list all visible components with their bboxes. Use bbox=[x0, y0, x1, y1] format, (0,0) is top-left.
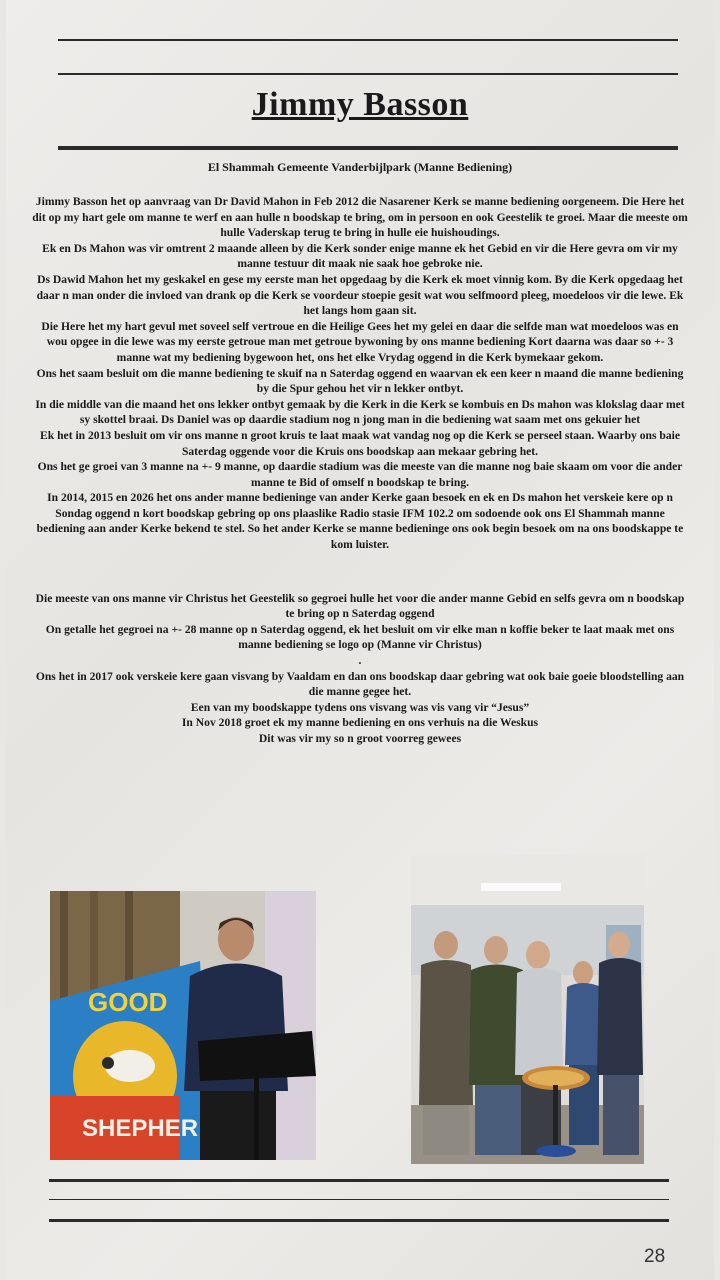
page-subtitle: El Shammah Gemeente Vanderbijlpark (Manne Bediening) bbox=[207, 160, 513, 174]
paragraph: Ons het ge groei van 3 manne na +- 9 manne, op daardie stadium was die meeste van die manne nog baie skaam om voor die ander manne te Bid of omself n boodskap te bring. bbox=[37, 460, 683, 489]
paragraph: Ek en Ds Mahon was vir omtrent 2 maande alleen by die Kerk sonder enige manne ek het Gebid en vir die Here gevra om vir my manne testuur dit maak nie saak hoe gebroke nie. bbox=[42, 241, 678, 271]
paragraph: In Nov 2018 groet ek my manne bediening en ons verhuis na die Weskus bbox=[181, 716, 539, 730]
paragraph: Dit was vir my so n groot voorreg gewees bbox=[258, 732, 462, 745]
paragraph: Ds Dawid Mahon het my geskakel en gese my eerste man het opgedaag by die Kerk ek moet vinnig kom. By die Kerk opgedaag het daar n man onder die invloed van drank op die Kerk se voordeur stoepie gesit wat wou selfmoord pleeg, moedeloos vir die lewe. Ek het langs hom gaan sit. bbox=[36, 272, 684, 318]
banner-text-bottom: SHEPHER bbox=[82, 1115, 199, 1142]
paragraph: Die meeste van ons manne vir Christus het Geestelik so gegroei hulle het voor die ander manne Gebid en selfs gevra om n boodskap te bring op n Saterdag oggend bbox=[35, 591, 685, 621]
photo-group bbox=[411, 855, 644, 1164]
title-rule bbox=[58, 146, 678, 150]
paragraph: On getalle het gegroei na +- 28 manne op n Saterdag oggend, ek het besluit om vir elke man n koffie beker te laat maak met ons manne bediening se logo op (Manne vir Christus) bbox=[45, 622, 675, 652]
paragraph: . bbox=[358, 654, 362, 668]
photo-speaker-illustration bbox=[50, 891, 316, 1160]
photo-group-illustration bbox=[411, 855, 644, 1164]
paragraph: Een van my boodskappe tydens ons visvang was vis vang vir “Jesus” bbox=[190, 700, 530, 714]
paragraph: Jimmy Basson het op aanvraag van Dr David Mahon in Feb 2012 die Nasarener Kerk se manne bediening oorgeneem. Die Here het dit op my hart gele om manne te werf en aan hulle n boodskap te bring, om in persoon en ook Geestelik te groei. Maar die meeste om hulle Vaderskap terug te bring in hulle eie huishoudings. bbox=[32, 195, 688, 240]
bottom-rule-3 bbox=[49, 1219, 669, 1222]
bottom-rule-1 bbox=[49, 1179, 669, 1182]
page-title: Jimmy Basson bbox=[251, 86, 469, 123]
paragraph: Ons het in 2017 ook verskeie kere gaan visvang by Vaaldam en dan ons boodskap daar gebring wat ook baie goeie bloodstelling aan die manne gegee het. bbox=[35, 669, 685, 699]
paragraph: Ek het in 2013 besluit om vir ons manne n groot kruis te laat maak wat vandag nog op die Kerk se perseel staan. Waarby ons baie Saterdag oggende voor die Kruis ons boodskap aan mekaar gebring het. bbox=[40, 428, 680, 458]
paragraph: In die middle van die maand het ons lekker ontbyt gemaak by die Kerk in die Kerk se kombuis en Ds mahon was klokslag daar met sy skottel braai. Ds Daniel was op daardie stadium nog n jong man in die bediening wat saam met ons gekuier het bbox=[35, 397, 685, 427]
paragraph-gap bbox=[30, 553, 690, 591]
paragraph: Ons het saam besluit om die manne bediening te skuif na n Saterdag oggend en waarvan ek een keer n maand die manne bediening by die Spur gehou het vir n lekker ontbyt. bbox=[36, 366, 684, 396]
top-rule-2 bbox=[58, 73, 678, 75]
bottom-rule-2 bbox=[49, 1199, 669, 1200]
paragraph: In 2014, 2015 en 2026 het ons ander manne bedieninge van ander Kerke gaan besoek en ek en Ds mahon het verskeie kere op n Sondag oggend n kort boodskap gebring op ons plaaslike Radio stasie IFM 102.2 om sodoende ook ons El Shammah manne bediening aan ander Kerke bekend te stel. So het ander Kerke se manne bedieninge ons ook begin besoek om na ons boodskappe te kom luister. bbox=[36, 491, 684, 552]
page-number: 28 bbox=[644, 1246, 666, 1267]
photo-speaker bbox=[50, 891, 316, 1160]
article-body bbox=[30, 194, 690, 747]
banner-text-top: GOOD bbox=[88, 987, 168, 1017]
paragraph: Die Here het my hart gevul met soveel self vertroue en die Heilige Gees het my gelei en daar die selfde man wat moedeloos was en wou opgee in die lewe was my eerste getroue man met getroue bywoning by ons manne bediening Kort daarna was daar so +- 3 manne wat my bediening bygewoon het, ons het elke Vrydag oggend in die Kerk bymekaar gekom. bbox=[41, 319, 679, 364]
top-rule-1 bbox=[58, 39, 678, 41]
